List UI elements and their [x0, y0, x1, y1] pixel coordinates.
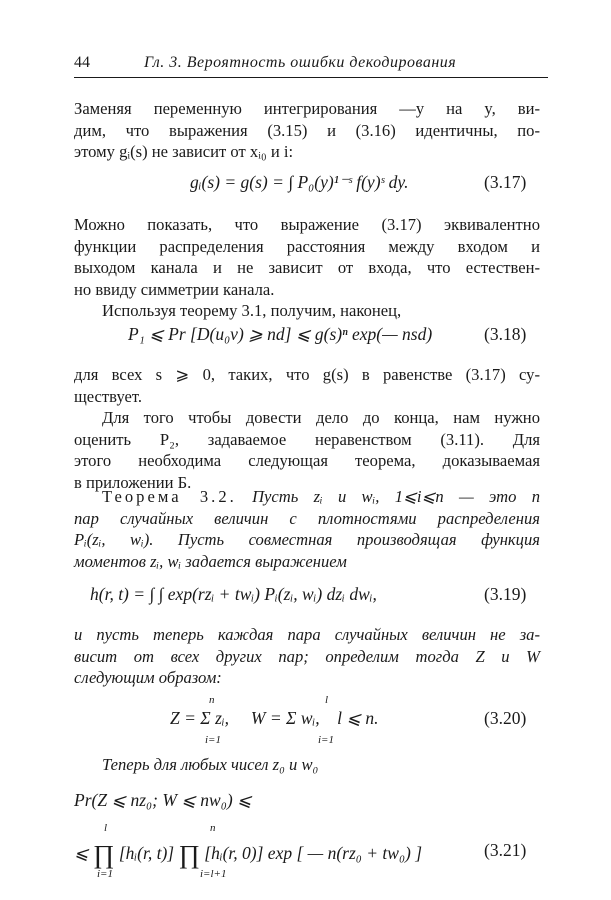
equation-number: (3.18) [484, 324, 527, 344]
product-symbol: ∏ [93, 840, 115, 869]
paragraph-2 [74, 214, 540, 300]
product-lower-limit: i=1 [97, 868, 113, 880]
equation-number: (3.17) [484, 172, 527, 192]
product-upper-limit: l [104, 822, 108, 834]
equation-3-18: P₁ ⩽ Pr [D(u₀v) ⩾ nd] ⩽ g(s)ⁿ exp(— nsd) [128, 324, 433, 344]
theorem-text: Пусть zᵢ и wᵢ, 1⩽i⩽n — это n [252, 487, 540, 506]
text-line: пар случайных величин с плотностями распределения [74, 508, 540, 528]
eq-3-20-left: Z = Σ zᵢ, [170, 708, 230, 728]
leq-sign: ⩽ [74, 843, 89, 863]
text-line: Заменяя переменную интегрирования —y на y, ви- [74, 99, 540, 118]
eq-3-20-condition: l ⩽ n. [337, 708, 379, 728]
paragraph-3 [74, 300, 540, 322]
term-2: [hᵢ(r, 0)] exp [ — n(rz₀ + tw₀) ] [204, 843, 423, 863]
sum-lower-limit: i=1 [318, 734, 334, 746]
text-line: Теперь для любых чисел z₀ и w₀ [102, 755, 319, 774]
text-line: ществует. [74, 386, 143, 406]
text-line: следующим образом: [74, 668, 222, 687]
sum-upper-limit: n [209, 694, 215, 706]
paragraph-6 [74, 624, 540, 689]
equation-number: (3.19) [484, 584, 527, 604]
paragraph-7 [74, 754, 540, 776]
text-line: Используя теорему 3.1, получим, наконец, [102, 301, 402, 320]
text-line: Можно показать, что выражение (3.17) эквивалентно [74, 215, 540, 234]
equation-3-21-line-1: Pr(Z ⩽ nz₀; W ⩽ nw₀) ⩽ [74, 790, 252, 810]
page-number: 44 [74, 54, 90, 71]
header-rule [74, 77, 548, 78]
text-line: этого необходима следующая теорема, доказываемая [74, 451, 540, 470]
text-line: дим, что выражения (3.15) и (3.16) идентичны, по- [74, 120, 540, 140]
text-line: Pᵢ(zᵢ, wᵢ). Пусть совместная производящая функция [74, 530, 540, 549]
product-upper-limit: n [210, 822, 216, 834]
equation-number: (3.21) [484, 840, 527, 860]
term-1: [hᵢ(r, t)] [118, 843, 175, 863]
running-head [74, 54, 548, 80]
text-line: оценить P₂, задаваемое неравенством (3.11). Для [74, 429, 540, 449]
text-line: выходом канала и не зависит от входа, что естествен- [74, 258, 540, 277]
equation-3-19: h(r, t) = ∫ ∫ exp(rzᵢ + twᵢ) Pᵢ(zᵢ, wᵢ) dzᵢ dwᵢ, [90, 584, 377, 604]
text-line: Для того чтобы довести дело до конца, нам нужно [102, 408, 540, 427]
text-line: для всех s ⩾ 0, таких, что g(s) в равенстве (3.17) су- [74, 365, 540, 384]
sum-upper-limit: l [325, 694, 329, 706]
equation-3-17: gᵢ(s) = g(s) = ∫ P₀(y)¹⁻ˢ f(y)ˢ dy. [190, 172, 409, 192]
text-line: в приложении Б. [74, 472, 192, 492]
text-line: висит от всех других пар; определим тогда Z и W [74, 646, 540, 666]
paragraph-4 [74, 364, 540, 407]
text-line [74, 486, 540, 508]
equation-3-21-line-2 [74, 840, 422, 870]
eq-3-20-right: W = Σ wᵢ, [250, 708, 320, 728]
product-lower-limit: i=l+1 [200, 868, 227, 880]
text-line: этому gᵢ(s) не зависит от xᵢ₀ и i: [74, 142, 294, 161]
chapter-title: Гл. 3. Вероятность ошибки декодирования [144, 54, 457, 71]
paragraph-5 [74, 407, 540, 493]
text-line: функции распределения расстояния между входом и [74, 236, 540, 256]
theorem-label: Теорема 3.2. [102, 487, 237, 506]
product-symbol: ∏ [178, 840, 200, 869]
text-line: и пусть теперь каждая пара случайных величин не за- [74, 625, 540, 644]
paragraph-1 [74, 98, 540, 163]
text-line: но ввиду симметрии канала. [74, 279, 275, 299]
equation-3-20 [170, 708, 379, 729]
theorem-3-2 [74, 486, 540, 572]
text-line: моментов zᵢ, wᵢ задается выражением [74, 551, 347, 571]
equation-number: (3.20) [484, 708, 527, 728]
sum-lower-limit: i=1 [205, 734, 221, 746]
